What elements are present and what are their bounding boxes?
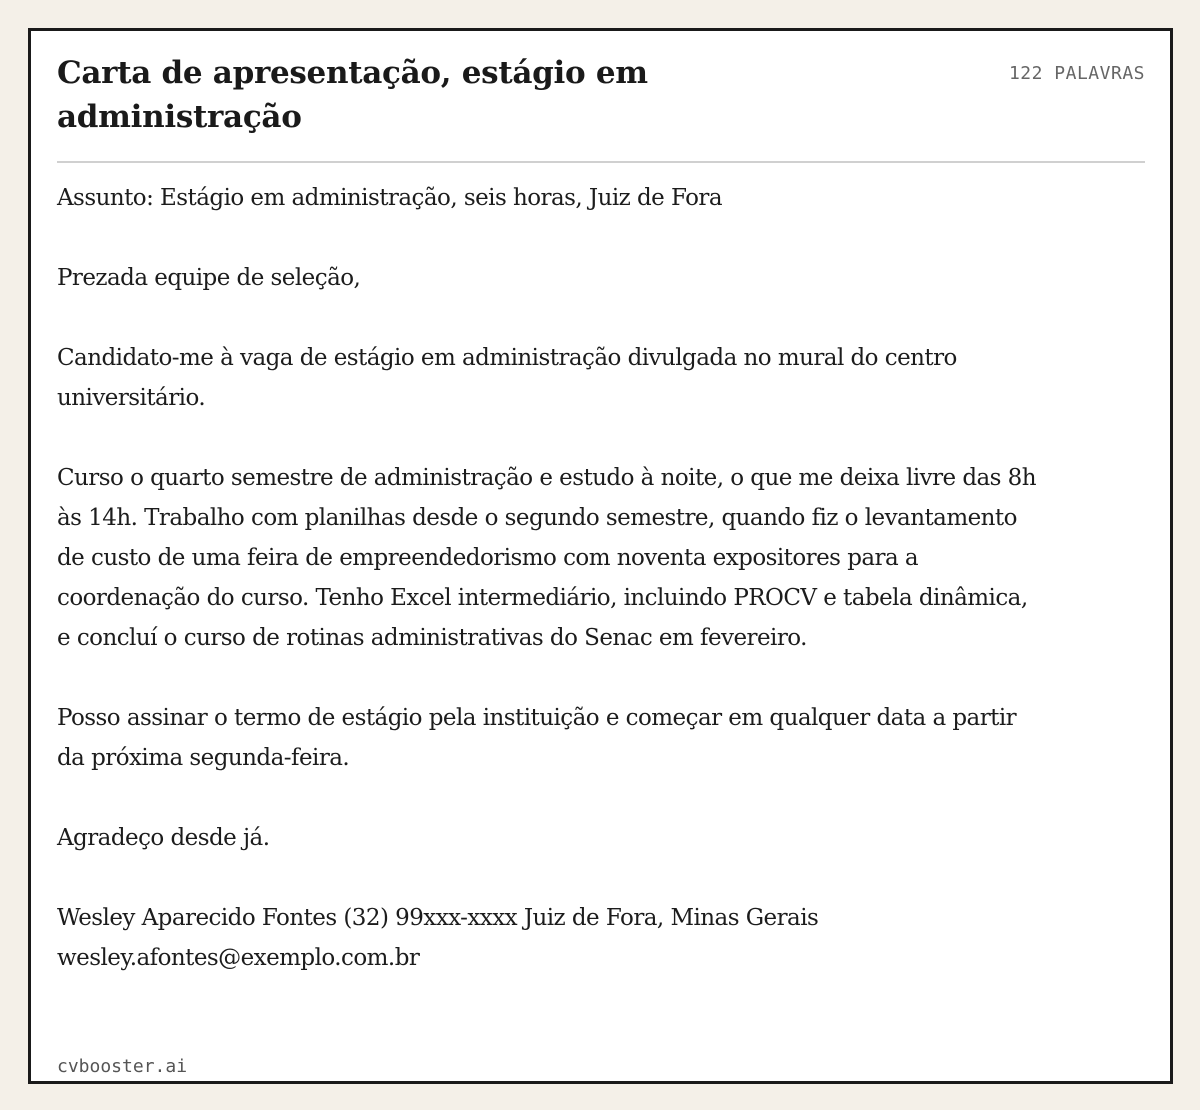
letter-signature: Wesley Aparecido Fontes (32) 99xxx-xxxx Juiz de Fora, Minas Gerais wesley.afontes@exemplo.com.br [57,905,819,971]
letter-paragraph: Posso assinar o termo de estágio pela instituição e começar em qualquer data a partir da próxima segunda-feira. [57,705,1017,771]
letter-paragraph: Candidato-me à vaga de estágio em administração divulgada no mural do centro universitário. [57,345,957,411]
letter-closing: Agradeço desde já. [57,825,270,851]
letter-header [57,51,1145,163]
brand-footer: cvbooster.ai [57,1056,188,1077]
letter-greeting: Prezada equipe de seleção, [57,265,361,291]
letter-body [57,178,1047,978]
letter-title: Carta de apresentação, estágio em administração [57,55,648,135]
letter-paragraph: Curso o quarto semestre de administração e estudo à noite, o que me deixa livre das 8h às 14h. Trabalho com planilhas desde o segundo semestre, quando fiz o levantamento de custo de uma feira de empreendedorismo com noventa expositores para a coordenação do curso. Tenho Excel intermediário, incluindo PROCV e tabela dinâmica, e concluí o curso de rotinas administrativas do Senac em fevereiro. [57,465,1037,651]
word-count-badge: 122 PALAVRAS [1008,63,1145,84]
letter-subject: Assunto: Estágio em administração, seis horas, Juiz de Fora [57,185,723,211]
letter-card [28,28,1173,1084]
